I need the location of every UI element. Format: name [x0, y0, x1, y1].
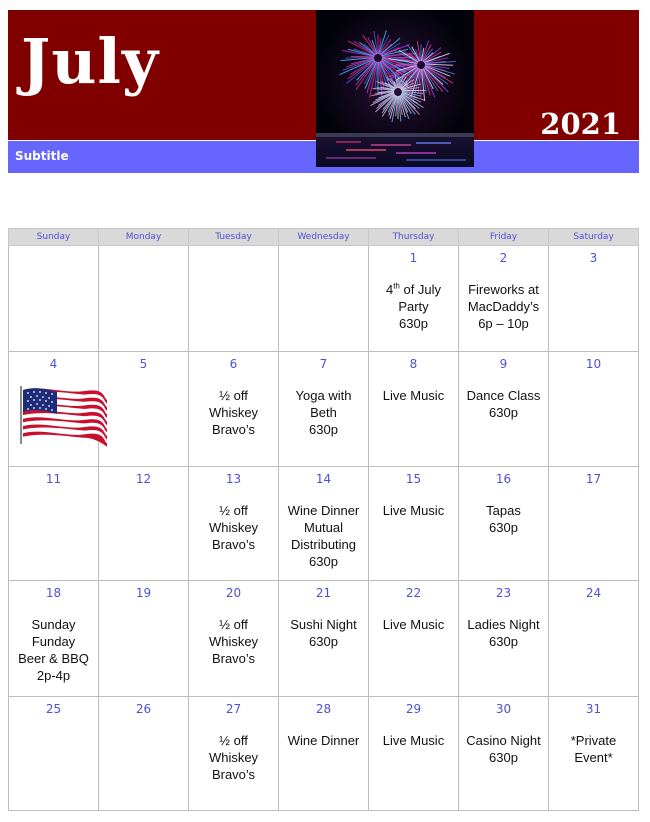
event-text: Wine Dinner	[287, 733, 360, 748]
calendar-day-cell[interactable]	[549, 246, 639, 352]
calendar-day-cell[interactable]	[369, 246, 459, 352]
day-number: 13	[225, 472, 242, 486]
calendar-day-cell[interactable]	[189, 246, 279, 352]
month-title: July	[21, 25, 159, 98]
event-text: Sushi Night 630p	[290, 617, 357, 649]
calendar-day-cell[interactable]	[279, 697, 369, 811]
day-number: 7	[319, 357, 328, 371]
event-text: Live Music	[382, 503, 445, 518]
weekday-thursday: Thursday	[369, 229, 459, 246]
event-text: Tapas 630p	[486, 503, 521, 535]
event-text: *Private Event*	[570, 733, 617, 765]
year-title: 2021	[540, 107, 621, 141]
day-number: 27	[225, 702, 242, 716]
weekday-friday: Friday	[459, 229, 549, 246]
calendar-day-cell[interactable]	[549, 581, 639, 697]
day-number: 21	[315, 586, 332, 600]
event-text: Casino Night 630p	[466, 733, 541, 765]
calendar-day-cell[interactable]	[189, 467, 279, 581]
day-number	[189, 251, 278, 269]
calendar-week-row	[9, 467, 639, 581]
day-number: 1	[409, 251, 418, 265]
calendar-day-cell[interactable]	[549, 467, 639, 581]
day-number: 19	[135, 586, 152, 600]
day-number: 2	[499, 251, 508, 265]
day-number: 3	[589, 251, 598, 265]
event-text: Live Music	[382, 733, 445, 748]
calendar-day-cell[interactable]	[279, 246, 369, 352]
calendar-week-row	[9, 581, 639, 697]
calendar-day-cell[interactable]	[9, 581, 99, 697]
calendar-week-row	[9, 246, 639, 352]
event-text: ½ off Whiskey Bravo’s	[208, 617, 259, 666]
subtitle-text[interactable]: Subtitle	[15, 149, 69, 163]
calendar-day-cell[interactable]	[459, 697, 549, 811]
calendar-day-cell[interactable]	[459, 352, 549, 467]
calendar-grid	[8, 228, 639, 811]
calendar-day-cell[interactable]	[369, 467, 459, 581]
day-number: 17	[585, 472, 602, 486]
day-number: 29	[405, 702, 422, 716]
calendar-day-cell[interactable]	[99, 467, 189, 581]
event-text: ½ off Whiskey Bravo’s	[208, 733, 259, 782]
calendar-day-cell[interactable]	[459, 246, 549, 352]
calendar-day-cell[interactable]	[99, 581, 189, 697]
calendar-day-cell[interactable]	[99, 352, 189, 467]
day-number	[279, 251, 368, 269]
event-text-superscript: th	[393, 281, 400, 291]
event-text: Sunday Funday Beer & BBQ 2p-4p	[18, 617, 89, 683]
day-number: 23	[495, 586, 512, 600]
day-number: 24	[585, 586, 602, 600]
calendar-day-cell[interactable]	[459, 581, 549, 697]
day-number: 5	[139, 357, 148, 371]
calendar-day-cell[interactable]	[369, 697, 459, 811]
calendar-day-cell[interactable]	[99, 246, 189, 352]
day-number: 28	[315, 702, 332, 716]
fireworks-picture	[316, 10, 474, 167]
day-number: 20	[225, 586, 242, 600]
event-text: ½ off Whiskey Bravo’s	[208, 503, 259, 552]
calendar-day-cell[interactable]	[99, 697, 189, 811]
day-number: 9	[499, 357, 508, 371]
event-text: Dance Class 630p	[466, 388, 541, 420]
weekday-monday: Monday	[99, 229, 189, 246]
calendar-day-cell[interactable]	[189, 352, 279, 467]
event-text: Ladies Night 630p	[467, 617, 540, 649]
calendar-day-cell[interactable]	[9, 467, 99, 581]
day-number: 16	[495, 472, 512, 486]
day-number: 15	[405, 472, 422, 486]
event-text: Live Music	[382, 617, 445, 632]
weekday-wednesday: Wednesday	[279, 229, 369, 246]
day-number: 14	[315, 472, 332, 486]
day-number: 10	[585, 357, 602, 371]
calendar-day-cell[interactable]	[279, 581, 369, 697]
calendar-day-cell[interactable]	[189, 697, 279, 811]
day-number	[99, 251, 188, 269]
day-number: 12	[135, 472, 152, 486]
calendar-day-cell[interactable]	[549, 352, 639, 467]
weekday-sunday: Sunday	[9, 229, 99, 246]
calendar-day-cell[interactable]	[9, 697, 99, 811]
day-number: 6	[229, 357, 238, 371]
day-number: 31	[585, 702, 602, 716]
event-text: Wine Dinner Mutual Distributing 630p	[287, 503, 360, 569]
calendar-day-cell[interactable]	[549, 697, 639, 811]
calendar-day-cell[interactable]	[369, 581, 459, 697]
day-number: 8	[409, 357, 418, 371]
event-text-prefix: 4	[385, 282, 394, 297]
calendar-day-cell[interactable]	[279, 352, 369, 467]
event-text-rest: of July Party 630p	[398, 282, 442, 331]
day-number: 4	[49, 357, 58, 371]
american-flag-icon	[15, 384, 111, 452]
day-number: 30	[495, 702, 512, 716]
day-number: 11	[45, 472, 62, 486]
day-number	[9, 251, 98, 269]
day-number: 18	[45, 586, 62, 600]
event-text: Live Music	[382, 388, 445, 403]
calendar-day-cell[interactable]	[279, 467, 369, 581]
event-text: Fireworks at MacDaddy’s 6p – 10p	[467, 282, 540, 331]
calendar-day-cell[interactable]	[189, 581, 279, 697]
calendar-day-cell[interactable]	[9, 352, 99, 467]
fireworks-image	[316, 10, 474, 167]
weekday-tuesday: Tuesday	[189, 229, 279, 246]
day-number: 26	[135, 702, 152, 716]
calendar-day-cell[interactable]	[459, 467, 549, 581]
calendar-week-row	[9, 352, 639, 467]
calendar-day-cell[interactable]	[369, 352, 459, 467]
weekday-saturday: Saturday	[549, 229, 639, 246]
calendar-week-row	[9, 697, 639, 811]
event-text	[369, 281, 458, 332]
day-number: 22	[405, 586, 422, 600]
event-text: Yoga with Beth 630p	[295, 388, 352, 437]
event-text: ½ off Whiskey Bravo’s	[208, 388, 259, 437]
day-number: 25	[45, 702, 62, 716]
weekday-header-row	[9, 229, 639, 246]
calendar-day-cell[interactable]	[9, 246, 99, 352]
